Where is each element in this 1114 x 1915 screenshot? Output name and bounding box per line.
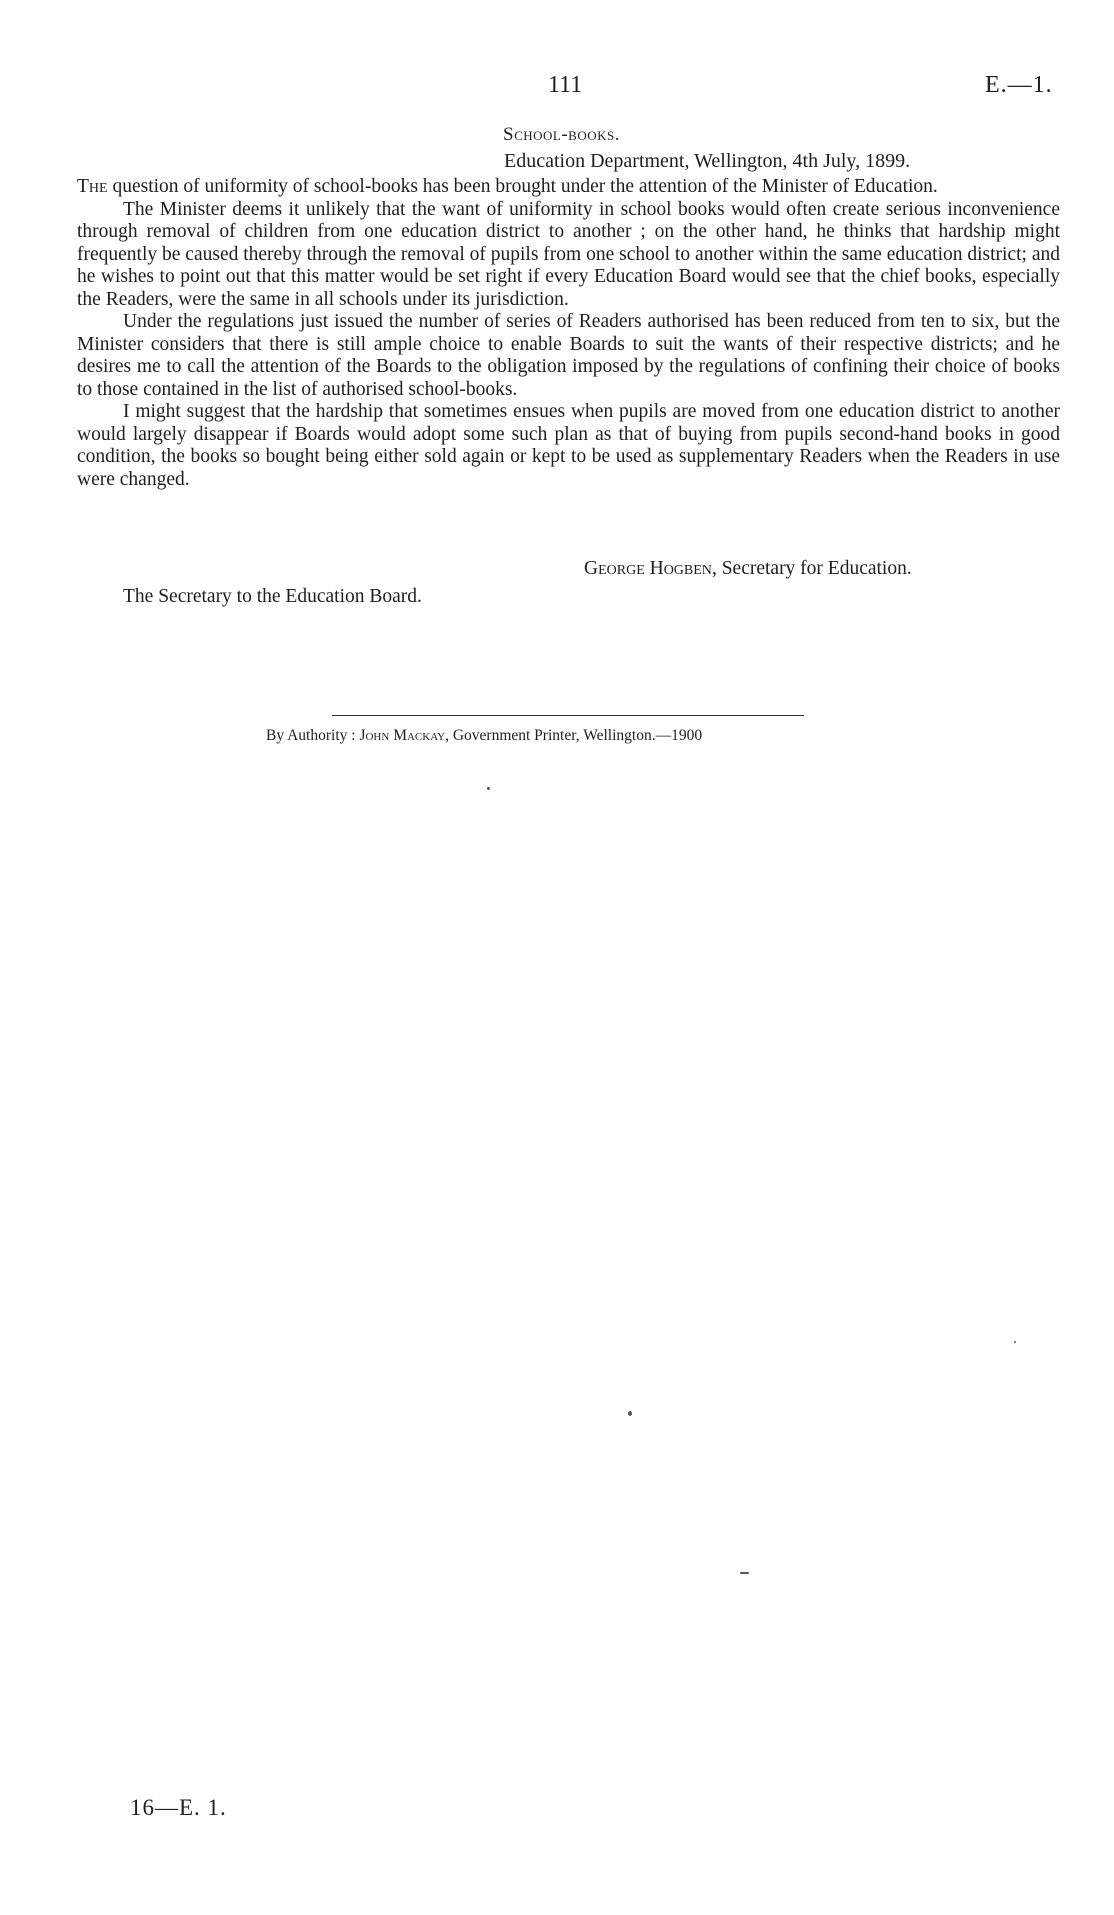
signature [584, 558, 912, 580]
page-number: 111 [548, 72, 583, 98]
scan-speck [487, 787, 490, 790]
paragraph-text: question of uniformity of school-books has been brought under the attention of the Minister of Education. [107, 176, 938, 197]
imprint-prefix: By Authority : [266, 727, 360, 744]
signature-name: George Hogben [584, 558, 712, 579]
imprint-printer: John Mackay [359, 727, 446, 744]
paragraph: I might suggest that the hardship that sometimes ensues when pupils are moved from one education district to another would largely disappear if Boards would adopt some such plan as that of buying from pupils second-hand books in good condition, the books so bought being either sold again or kept to be used as supplementary Readers when the Readers in use were changed. [77, 401, 1060, 490]
footer-reference: 16—E. 1. [130, 1795, 227, 1820]
letter-body [77, 176, 1060, 491]
scan-speck [1014, 1341, 1016, 1343]
paragraph: The Minister deems it unlikely that the want of uniformity in school books would often create serious inconvenience through removal of children from one education district to another ; on the other hand, he thinks that hardship might frequently be caused thereby through the removal of pupils from one school to another within the same education district; and he wishes to point out that this matter would be set right if every Education Board would see that the chief books, especially the Readers, were the same in all schools under its jurisdiction. [77, 198, 1060, 310]
paragraph-lead-word: The [77, 176, 108, 197]
section-heading: School-books. [503, 124, 620, 145]
scan-speck [740, 1572, 749, 1574]
scan-speck [628, 1411, 632, 1416]
letter-date-line: Education Department, Wellington, 4th July, 1899. [504, 150, 911, 172]
document-reference: E.—1. [985, 72, 1053, 98]
imprint-suffix: , Government Printer, Wellington.—1900 [445, 727, 703, 744]
imprint-rule [332, 715, 804, 716]
paragraph [77, 176, 1060, 199]
printer-imprint [266, 727, 702, 745]
signature-title: , Secretary for Education. [711, 558, 912, 579]
paragraph: Under the regulations just issued the number of series of Readers authorised has been reduced from ten to six, but the Minister considers that there is still ample choice to enable Boards to suit the wants of their respective districts; and he desires me to call the attention of the Boards to the obligation imposed by the regulations of confining their choice of books to those contained in the list of authorised school-books. [77, 311, 1060, 400]
addressee: The Secretary to the Education Board. [123, 586, 422, 607]
